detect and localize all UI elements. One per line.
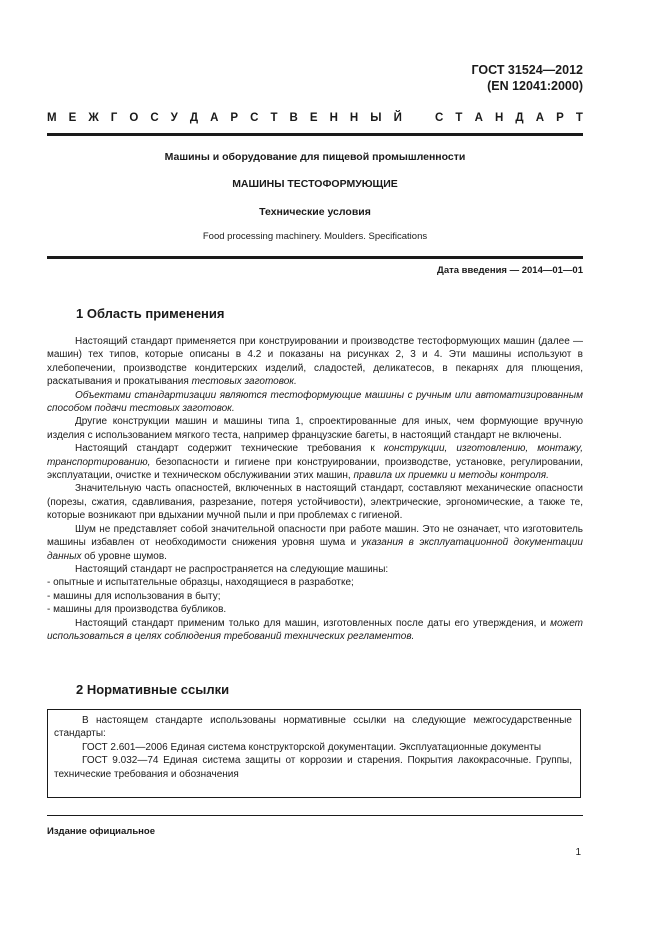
- footer-rule: [47, 815, 583, 816]
- text: Шум не представляет собой значительной опасности при работе машин. Это не означает, что изготовитель машины избавлен от необходимости снижения уровня шума и: [47, 523, 583, 549]
- banner-letter: Ы: [370, 112, 382, 124]
- banner-letter: Е: [309, 112, 318, 124]
- banner-letter: Р: [556, 112, 564, 124]
- gost-number: ГОСТ 31524—2012: [471, 63, 583, 77]
- list-item: - машины для производства бубликов.: [47, 604, 227, 616]
- introduction-date: Дата введения — 2014—01—01: [437, 265, 583, 276]
- paragraph: Другие конструкции машин и машины типа 1, спроектированные для иных, чем формующие вручную изделия с использованием мягкого теста, например французские багеты, в настоящий стандарт не включены.: [47, 416, 583, 441]
- banner-letter: Н: [349, 112, 359, 124]
- paragraph: [47, 442, 583, 482]
- banner-letter: Т: [455, 112, 463, 124]
- title-subtitle: Технические условия: [259, 206, 371, 218]
- banner-letter: Ж: [88, 112, 99, 124]
- section-1-body: [47, 335, 583, 643]
- banner-letter: М: [47, 112, 57, 124]
- emphasis: правила их приемки и методы контроля.: [353, 470, 549, 482]
- text: безопасности и гигиене при конструировании, производстве, установке, регулировании, эксплуатации, очистке и техническом обслуживании этих машин,: [47, 456, 583, 482]
- banner-letter: Г: [110, 112, 118, 124]
- banner-word-standard: [435, 112, 583, 124]
- banner-letter: Р: [230, 112, 239, 124]
- list-item: - машины для использования в быту;: [47, 590, 221, 602]
- banner-word-interstate: [47, 112, 402, 124]
- banner-letter: Й: [393, 112, 402, 124]
- banner-letter: С: [435, 112, 444, 124]
- banner-letter: Д: [189, 112, 199, 124]
- text: Настоящий стандарт содержит технические требования к: [75, 443, 384, 455]
- paragraph: [47, 389, 583, 416]
- banner-letter: Н: [329, 112, 338, 124]
- emphasis: тестовых заготовок.: [191, 376, 297, 388]
- banner-letter: Д: [515, 112, 524, 124]
- paragraph: [47, 523, 583, 563]
- edition-label: Издание официальное: [47, 826, 155, 837]
- banner-letter: У: [170, 112, 178, 124]
- paragraph: [47, 335, 583, 389]
- en-number: (EN 12041:2000): [487, 79, 583, 93]
- paragraph: Значительную часть опасностей, включенных в настоящий стандарт, составляют механические опасности (порезы, сжатия, сдавливания, разрезание, потеря устойчивости), электрические, эргономические, а также те, которые возникают при вдыхании мучной пыли и при проблемах с гигиеной.: [47, 483, 583, 522]
- paragraph: [47, 617, 583, 644]
- banner-letter: Е: [68, 112, 77, 124]
- banner-letter: С: [150, 112, 159, 124]
- paragraph: В настоящем стандарте использованы нормативные ссылки на следующие межгосударственные стандарты:: [54, 715, 572, 740]
- reference-item: ГОСТ 2.601—2006 Единая система конструкторской документации. Эксплуатационные документы: [82, 741, 542, 753]
- page-number: 1: [575, 847, 581, 858]
- normative-references-box: [47, 709, 581, 798]
- banner-letter: О: [129, 112, 139, 124]
- banner-letter: А: [210, 112, 219, 124]
- section-2-heading: 2 Нормативные ссылки: [76, 682, 230, 697]
- section-1-heading: 1 Область применения: [76, 306, 225, 321]
- text: Настоящий стандарт применим только для машин, изготовленных после даты его утверждения, и: [75, 617, 551, 629]
- title-main: МАШИНЫ ТЕСТОФОРМУЮЩИЕ: [232, 178, 398, 190]
- banner-rule: [47, 133, 583, 136]
- document-designation: [471, 62, 583, 94]
- title-rule: [47, 256, 583, 259]
- list-item: - опытные и испытательные образцы, находящиеся в разработке;: [47, 577, 354, 589]
- emphasis: может использоваться в целях соблюдения требований технических регламентов.: [47, 617, 583, 642]
- text: об уровне шумов.: [81, 550, 167, 562]
- emphasis: конструкции, изготовлению, монтажу, транспортированию,: [47, 443, 583, 468]
- reference-item: ГОСТ 9.032—74 Единая система защиты от коррозии и старения. Покрытия лакокрасочные. Группы, технические требования и обозначения: [54, 755, 572, 780]
- banner-letter: А: [535, 112, 545, 124]
- banner-letter: Н: [494, 112, 504, 124]
- paragraph: Настоящий стандарт не распространяется на следующие машины:: [75, 563, 389, 575]
- banner-letter: Т: [270, 112, 278, 124]
- banner-letter: С: [250, 112, 259, 124]
- emphasis: указания в эксплуатационной документации данных: [47, 537, 583, 562]
- banner-letter: В: [289, 112, 298, 124]
- emphasis: Объектами стандартизации являются тестоформующие машины с ручным или автоматизированным способом подачи тестовых заготовок.: [47, 389, 583, 415]
- banner-letter: А: [474, 112, 483, 124]
- title-group: Машины и оборудование для пищевой промышленности: [164, 151, 466, 163]
- standard-type-banner: [47, 112, 583, 124]
- title-english: Food processing machinery. Moulders. Specifications: [202, 231, 428, 242]
- text: Настоящий стандарт применяется при конструировании и производстве тестоформующих машин (далее — машин) тех типов, которые описаны в 4.2 и показаны на рисунках 2, 3 и 4. Эти машины используют в хлебопечении, производстве кондитерских изделий, сладостей, деликатесов, в пекарнях для плющения, раскатывания и прокатывания: [47, 336, 583, 388]
- banner-letter: Т: [575, 112, 583, 124]
